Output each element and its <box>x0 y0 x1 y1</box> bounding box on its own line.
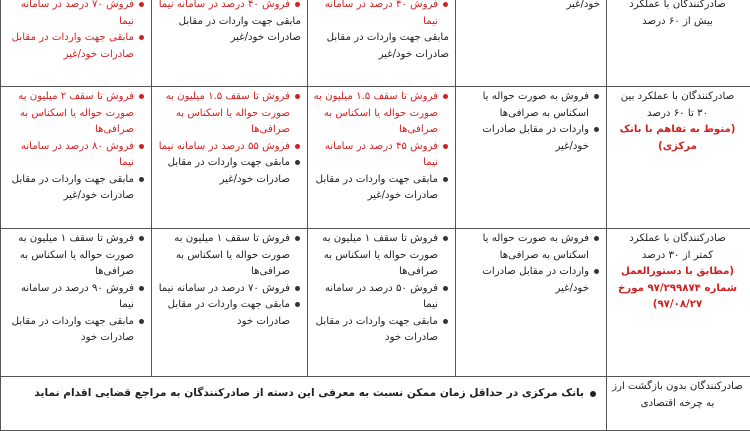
row-header-line: کمتر از ۳۰ درصد <box>611 248 744 265</box>
row-header <box>607 0 750 87</box>
cell-text: خود/غیر <box>460 0 600 14</box>
bullet-item: فروش تا سقف ۲ میلیون به صورت حواله یا اسکناس به صرافی‌ها <box>5 89 145 139</box>
table-row-30-to-60 <box>1 87 750 229</box>
row-header-note: (منوط به تفاهم با بانک مرکزی) <box>611 122 744 155</box>
bullet-item: مابقی جهت واردات در مقابل صادرات خود <box>312 314 449 347</box>
row-header <box>607 87 750 229</box>
table-cell <box>456 0 607 87</box>
bullet-item: مابقی جهت واردات در مقابل صادرات خود/غیر <box>156 155 301 188</box>
bullet-item: فروش ۴۰ درصد در سامانه نیما <box>156 0 301 14</box>
row-header-line: صادرکنندگان با عملکرد <box>611 0 744 14</box>
bullet-item: فروش ۵۵ درصد در سامانه نیما <box>156 139 301 156</box>
bullet-item: فروش ۵۰ درصد در سامانه نیما <box>312 281 449 314</box>
bullet-item: مابقی جهت واردات در مقابل صادرات خود <box>156 297 301 330</box>
table-cell <box>308 229 456 377</box>
bullet-item: فروش ۹۰ درصد در سامانه نیما <box>5 281 145 314</box>
table-cell-merged <box>1 377 607 431</box>
bullet-item: مابقی جهت واردات در مقابل صادرات خود <box>5 314 145 347</box>
bullet-item: فروش ۸۰ درصد در سامانه نیما <box>5 139 145 172</box>
row-header-line: بیش از ۶۰ درصد <box>611 14 744 31</box>
table-cell <box>456 87 607 229</box>
row-header-line: صادرکنندگان با عملکرد <box>611 231 744 248</box>
table-row-under-30 <box>1 229 750 377</box>
bullet-item: واردات در مقابل صادرات خود/غیر <box>460 122 600 155</box>
bullet-item: فروش ۴۰ درصد در سامانه نیما <box>312 0 449 30</box>
bullet-item: مابقی جهت واردات در مقابل صادرات خود/غیر <box>5 172 145 205</box>
bullet-item: فروش تا سقف ۱.۵ میلیون به صورت حواله یا اسکناس به صرافی‌ها <box>156 89 301 139</box>
bullet-item: فروش تا سقف ۱.۵ میلیون به صورت حواله یا اسکناس به صرافی‌ها <box>312 89 449 139</box>
row-header <box>607 377 750 431</box>
table-cell <box>456 229 607 377</box>
bullet-item: فروش به صورت حواله یا اسکناس به صرافی‌ها <box>460 231 600 264</box>
table-cell <box>1 229 152 377</box>
bullet-item: فروش ۷۰ درصد در سامانه نیما <box>5 0 145 30</box>
table-row-over-60 <box>1 0 750 87</box>
bullet-item: فروش تا سقف ۱ میلیون به صورت حواله یا اسکناس به صرافی‌ها <box>156 231 301 281</box>
bullet-item: فروش ۷۰ درصد در سامانه نیما <box>156 281 301 298</box>
bullet-item: فروش تا سقف ۱ میلیون به صورت حواله یا اسکناس به صرافی‌ها <box>312 231 449 281</box>
table-cell <box>1 0 152 87</box>
central-bank-note: بانک مرکزی در حداقل زمان ممکن نسبت به معرفی این دسته از صادرکنندگان به مراجع قضایی اقدام نماید <box>5 385 600 402</box>
table-row-no-return <box>1 377 750 431</box>
table-cell <box>308 0 456 87</box>
row-header-note: (مطابق با دستورالعمل شماره ۹۷/۲۹۹۸۷۴ مورخ ۹۷/۰۸/۲۷) <box>611 264 744 314</box>
bullet-item: فروش ۴۵ درصد در سامانه نیما <box>312 139 449 172</box>
cell-text: مابقی جهت واردات در مقابل صادرات خود/غیر <box>156 14 301 47</box>
table-cell <box>1 87 152 229</box>
bullet-item: واردات در مقابل صادرات خود/غیر <box>460 264 600 297</box>
table-cell <box>152 229 308 377</box>
table-cell <box>152 87 308 229</box>
table-cell <box>152 0 308 87</box>
row-header-line: ۳۰ تا ۶۰ درصد <box>611 106 744 123</box>
bullet-item: فروش تا سقف ۱ میلیون به صورت حواله یا اسکناس به صرافی‌ها <box>5 231 145 281</box>
row-header <box>607 229 750 377</box>
table-cell <box>308 87 456 229</box>
row-header-line: صادرکنندگان با عملکرد بین <box>611 89 744 106</box>
bullet-item: مابقی جهت واردات در مقابل صادرات خود/غیر <box>312 172 449 205</box>
cell-text: مابقی جهت واردات در مقابل صادرات خود/غیر <box>312 30 449 63</box>
bullet-item: فروش به صورت حواله یا اسکناس به صرافی‌ها <box>460 89 600 122</box>
row-header-line: صادرکنندگان بدون بازگشت ارز به چرخه اقتصادی <box>611 379 744 412</box>
bullet-item: مابقی جهت واردات در مقابل صادرات خود/غیر <box>5 30 145 63</box>
